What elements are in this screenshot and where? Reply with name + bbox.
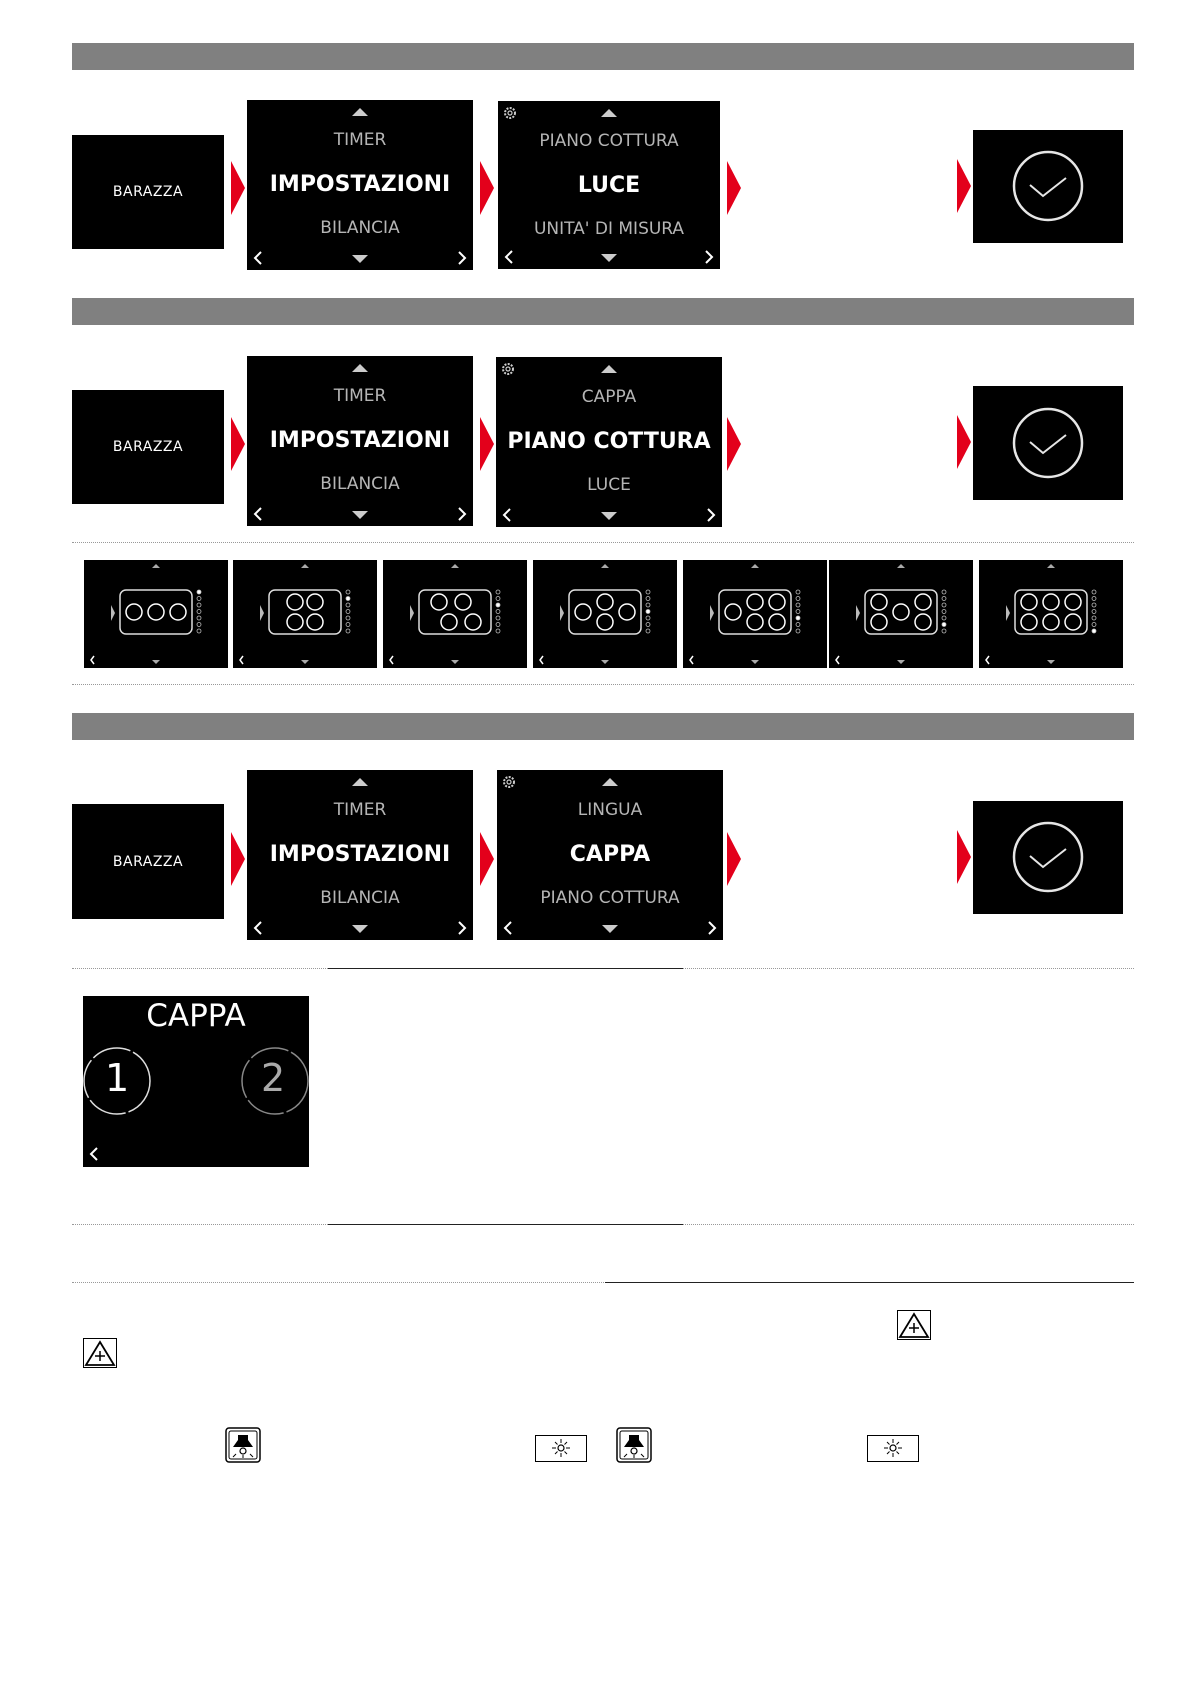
page-dot [197,610,201,614]
left-chevron-icon[interactable] [540,656,543,664]
left-chevron-icon[interactable] [253,250,263,266]
burner-icon [1065,594,1081,610]
cooktop-outline [865,590,937,634]
settings-item-selected[interactable]: CAPPA [569,842,651,867]
brand-logo: BARAZZA [112,184,184,200]
down-arrow-icon [352,925,368,933]
down-arrow-icon [152,660,160,664]
burner-icon [1021,594,1037,610]
up-arrow-icon [352,364,368,372]
menu-item-timer[interactable]: TIMER [333,386,387,406]
gear-icon [501,774,517,790]
burner-icon [769,614,785,630]
brand-screen-1 [72,135,224,249]
burner-icon [619,604,635,620]
page-dot [496,616,500,620]
page-dot [1092,623,1096,627]
settings-menu-screen-3 [497,770,723,940]
page-dot [197,603,201,607]
page-dot [796,623,800,627]
page-dot [496,590,500,594]
burner-icon [1021,614,1037,630]
light-bulb-icon [535,1435,587,1462]
page-dot [646,623,650,627]
page-dot [796,616,800,620]
cooktop-outline [120,590,192,634]
main-menu-screen-1 [247,100,473,270]
page-dot [496,597,500,601]
burner-icon [307,594,323,610]
step-arrow-icon [231,832,245,886]
page-dot [646,610,650,614]
menu-item-bilancia[interactable]: BILANCIA [320,888,400,908]
down-arrow-icon [451,660,459,664]
pointer-icon [856,605,860,621]
cooktop-layout-icon [533,560,677,668]
pointer-icon [111,605,115,621]
page-dot [942,590,946,594]
main-menu-screen-2 [247,356,473,526]
step-arrow-icon [727,832,741,886]
brand-logo: BARAZZA [112,439,184,455]
burner-icon [871,614,887,630]
confirm-screen-1 [973,130,1123,243]
down-arrow-icon [601,512,617,520]
settings-item-bottom[interactable]: UNITA' DI MISURA [533,219,685,239]
down-arrow-icon [352,511,368,519]
page-dot [496,623,500,627]
left-chevron-icon[interactable] [89,1146,99,1162]
step-arrow-icon [480,161,494,215]
zone-2-number[interactable]: 2 [261,1056,286,1100]
page-dot [796,603,800,607]
brand-logo: BARAZZA [112,853,184,870]
left-chevron-icon[interactable] [986,656,989,664]
up-arrow-icon [602,778,618,786]
page-dot [346,623,350,627]
burner-icon [1043,594,1059,610]
left-chevron-icon[interactable] [390,656,393,664]
cooktop-outline [569,590,641,634]
page-dot [346,597,350,601]
page-dot [646,629,650,633]
up-arrow-icon [601,109,617,117]
burner-icon [725,604,741,620]
up-arrow-icon [1047,564,1055,568]
step-arrow-icon [957,830,971,884]
pointer-icon [1006,605,1010,621]
gear-icon [500,361,516,377]
page-dot [646,597,650,601]
page-dot [646,603,650,607]
burner-icon [597,594,613,610]
page-dot [646,616,650,620]
settings-item-bottom[interactable]: PIANO COTTURA [540,888,680,908]
hood-light-icon [225,1427,261,1463]
divider [72,542,1134,543]
burner-icon [126,604,142,620]
burner-icon [148,604,164,620]
burner-icon [455,594,471,610]
cooktop-layout-icon [383,560,527,668]
up-arrow-icon [301,564,309,568]
menu-item-impostazioni[interactable]: IMPOSTAZIONI [269,428,451,453]
settings-menu-screen-2 [496,357,722,527]
page-dot [796,629,800,633]
step-arrow-icon [480,832,494,886]
cooktop-outline [1015,590,1087,634]
check-circle-icon [973,386,1123,500]
page-dot [197,597,201,601]
cooktop-layout-option[interactable] [383,560,527,668]
pointer-icon [260,605,264,621]
burner-icon [287,614,303,630]
down-arrow-icon [601,660,609,664]
cooktop-outline [719,590,791,634]
burner-icon [769,594,785,610]
page-dot [942,616,946,620]
settings-item-top[interactable]: CAPPA [581,387,637,407]
step-arrow-icon [231,161,245,215]
brand-screen-2 [72,390,224,504]
page-dot [1092,590,1096,594]
page-dot [796,597,800,601]
page-dot [346,610,350,614]
settings-item-top[interactable]: PIANO COTTURA [539,131,679,151]
page-dot [496,629,500,633]
left-chevron-icon[interactable] [503,920,513,936]
page-dot [346,616,350,620]
down-arrow-icon [352,255,368,263]
right-chevron-icon[interactable] [704,249,714,265]
burner-icon [747,594,763,610]
gear-icon [502,105,518,121]
right-chevron-icon[interactable] [706,507,716,523]
page-dot [942,603,946,607]
up-arrow-icon [601,365,617,373]
burner-icon [915,614,931,630]
page-dot [796,590,800,594]
main-menu-screen-3 [247,770,473,940]
step-arrow-icon [957,415,971,469]
burner-icon [575,604,591,620]
pointer-icon [560,605,564,621]
settings-item-top[interactable]: LINGUA [577,800,643,820]
left-chevron-icon[interactable] [502,507,512,523]
page-dot [496,610,500,614]
cooktop-layout-option[interactable] [683,560,827,668]
divider [72,684,1134,685]
page-dot [1092,616,1096,620]
cappa-title: CAPPA [146,998,246,1034]
left-chevron-icon[interactable] [690,656,693,664]
down-arrow-icon [601,254,617,262]
page-dot [1092,629,1096,633]
section-3-header-bar [72,713,1134,740]
up-arrow-icon [451,564,459,568]
burner-icon [1043,614,1059,630]
cooktop-layout-icon [84,560,228,668]
cooktop-layout-icon [683,560,827,668]
left-chevron-icon[interactable] [836,656,839,664]
left-chevron-icon[interactable] [253,506,263,522]
cooktop-layout-icon [829,560,973,668]
down-arrow-icon [1047,660,1055,664]
burner-icon [431,594,447,610]
cooktop-layout-icon [979,560,1123,668]
down-arrow-icon [602,925,618,933]
step-arrow-icon [727,417,741,471]
burner-icon [915,594,931,610]
page-dot [346,603,350,607]
check-circle-icon [973,801,1123,914]
burner-icon [893,604,909,620]
cooktop-layout-option[interactable] [533,560,677,668]
page-dot [1092,603,1096,607]
down-arrow-icon [751,660,759,664]
underline-rule [328,968,683,969]
pointer-icon [410,605,414,621]
left-chevron-icon[interactable] [91,656,94,664]
page-dot [646,590,650,594]
cooktop-layout-icon [233,560,377,668]
right-chevron-icon[interactable] [457,250,467,266]
underline-rule [605,1282,1134,1283]
pointer-icon [710,605,714,621]
page-dot [942,610,946,614]
page-dot [796,610,800,614]
burner-icon [170,604,186,620]
cooktop-layout-option[interactable] [979,560,1123,668]
cooktop-outline [269,590,341,634]
settings-item-selected[interactable]: PIANO COTTURA [507,429,711,454]
section-2-header-bar [72,298,1134,325]
burner-icon [287,594,303,610]
settings-menu-screen-1 [498,101,720,269]
menu-item-impostazioni[interactable]: IMPOSTAZIONI [269,172,451,197]
cappa-zone-screen [83,996,309,1167]
right-chevron-icon[interactable] [457,920,467,936]
up-arrow-icon [352,778,368,786]
up-arrow-icon [152,564,160,568]
cooktop-layout-option[interactable] [84,560,228,668]
menu-item-bilancia[interactable]: BILANCIA [320,218,400,238]
page-dot [942,629,946,633]
page-dot [197,629,201,633]
burner-icon [307,614,323,630]
right-chevron-icon[interactable] [457,506,467,522]
page-dot [1092,597,1096,601]
up-arrow-icon [897,564,905,568]
menu-item-timer[interactable]: TIMER [333,130,387,150]
brand-screen-3 [72,804,224,919]
page-dot [346,629,350,633]
menu-item-timer[interactable]: TIMER [333,800,387,820]
confirm-screen-2 [973,386,1123,500]
left-chevron-icon[interactable] [253,920,263,936]
right-chevron-icon[interactable] [707,920,717,936]
up-arrow-icon [352,108,368,116]
page-dot [197,623,201,627]
page-dot [346,590,350,594]
up-arrow-icon [751,564,759,568]
down-arrow-icon [897,660,905,664]
page-dot [942,623,946,627]
cooktop-layout-option[interactable] [233,560,377,668]
page-dot [197,616,201,620]
burner-icon [597,614,613,630]
burner-icon [871,594,887,610]
left-chevron-icon[interactable] [240,656,243,664]
step-arrow-icon [480,417,494,471]
zone-1-number[interactable]: 1 [105,1056,130,1100]
burner-icon [747,614,763,630]
left-chevron-icon[interactable] [504,249,514,265]
settings-item-selected[interactable]: LUCE [577,173,641,198]
page-dot [942,597,946,601]
page-dot [197,590,201,594]
warning-plus-icon [83,1338,117,1368]
burner-icon [441,614,457,630]
step-arrow-icon [231,417,245,471]
step-arrow-icon [957,159,971,213]
light-bulb-icon [867,1435,919,1462]
burner-icon [1065,614,1081,630]
burner-icon [465,614,481,630]
page-dot [496,603,500,607]
underline-rule [328,1224,683,1225]
confirm-screen-3 [973,801,1123,914]
page-dot [1092,610,1096,614]
up-arrow-icon [601,564,609,568]
section-1-header-bar [72,43,1134,70]
hood-light-icon [616,1427,652,1463]
settings-item-bottom[interactable]: LUCE [587,475,631,495]
check-circle-icon [973,130,1123,243]
warning-plus-icon [897,1310,931,1340]
step-arrow-icon [727,161,741,215]
menu-item-bilancia[interactable]: BILANCIA [320,474,400,494]
menu-item-impostazioni[interactable]: IMPOSTAZIONI [269,842,451,867]
down-arrow-icon [301,660,309,664]
cooktop-layout-option[interactable] [829,560,973,668]
